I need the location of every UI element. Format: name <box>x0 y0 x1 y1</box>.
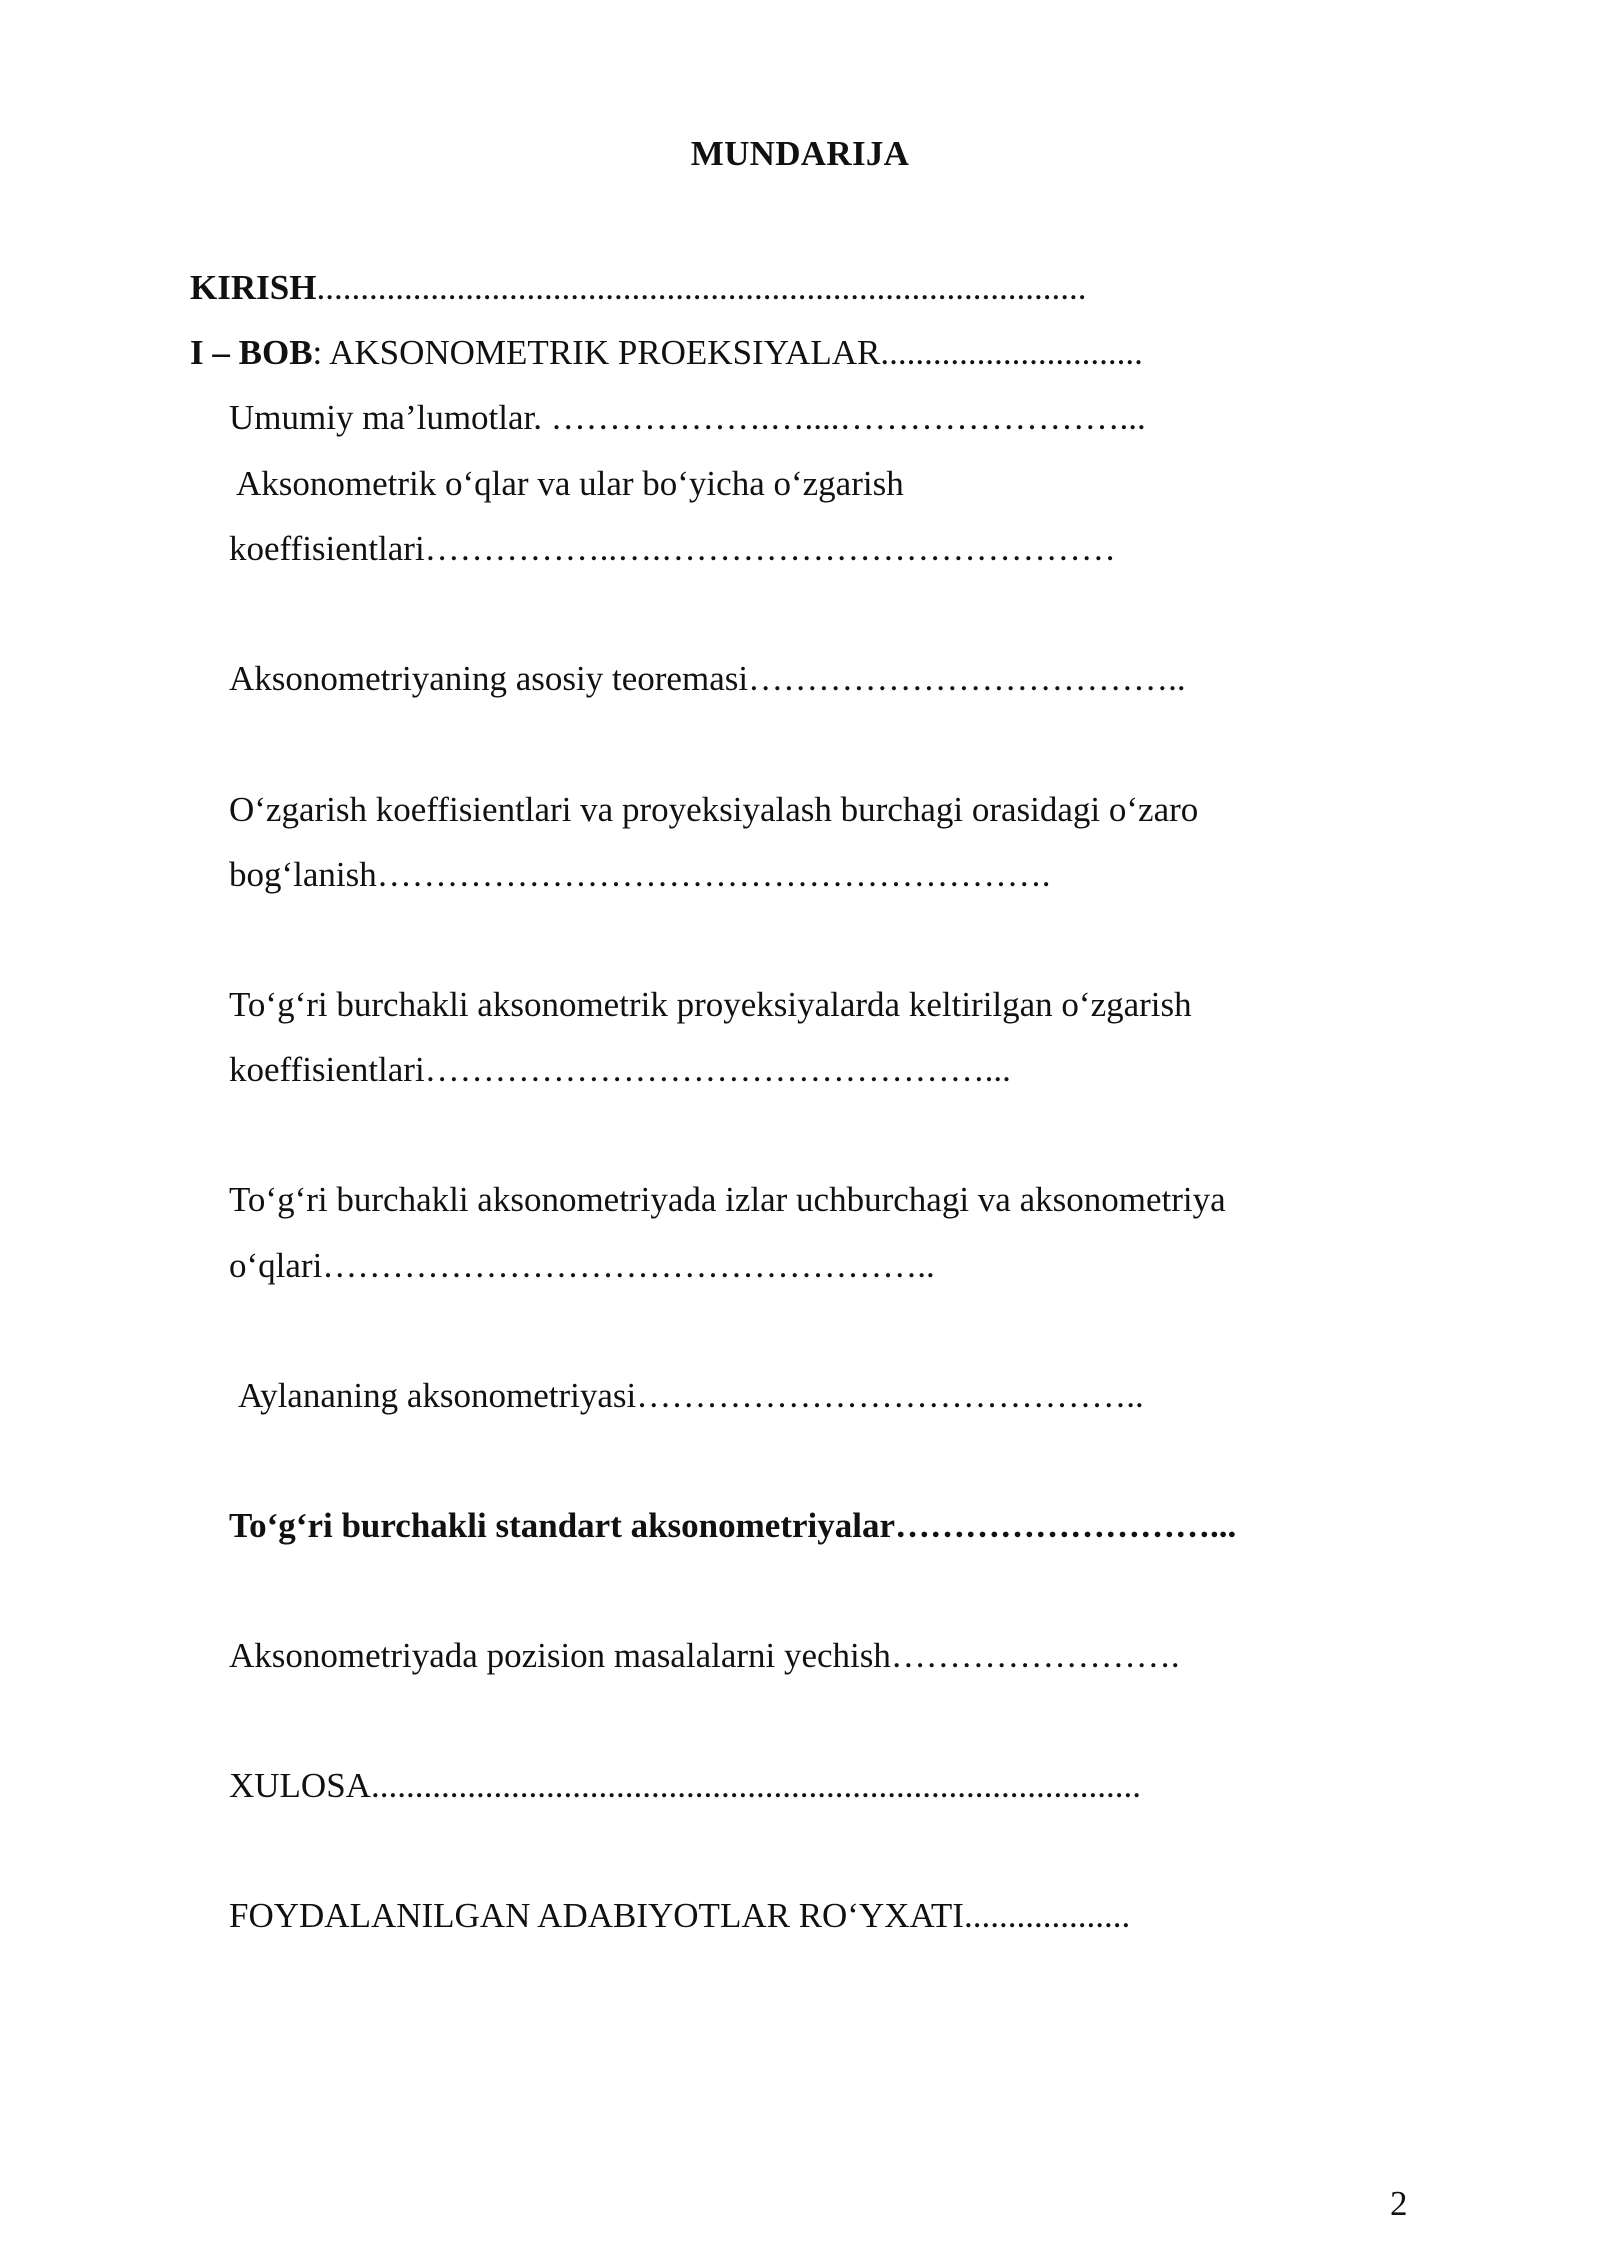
toc-entry-aylana: Aylananing aksonometriyasi…………………………………….. <box>238 1376 1144 1415</box>
toc-bob1-label: I – BOB <box>190 333 313 372</box>
toc-entry-boglanish-line1: O‘zgarish koeffisientlari va proyeksiyalash burchagi orasidagi o‘zaro <box>229 790 1199 829</box>
toc-entry-kirish <box>190 270 1086 305</box>
toc-entry-boglanish-line2: bog‘lanish…………………………………………………. <box>229 855 1051 894</box>
page-title: MUNDARIJA <box>690 134 910 173</box>
toc-bob1-title: : AKSONOMETRIK PROEKSIYALAR <box>312 333 881 372</box>
toc-entry-pozision: Aksonometriyada pozision masalalarni yechish……………………. <box>229 1636 1180 1675</box>
toc-entry-keltirilgan-line1: To‘g‘ri burchakli aksonometrik proyeksiyalarda keltirilgan o‘zgarish <box>229 985 1192 1024</box>
toc-entry-teorema: Aksonometriyaning asosiy teoremasi……………………………….. <box>229 659 1186 698</box>
toc-entry-standart: To‘g‘ri burchakli standart aksonometriyalar………………………... <box>229 1506 1237 1545</box>
toc-kirish-dots: ........................................................................................ <box>316 268 1087 307</box>
toc-entry-izlar-line1: To‘g‘ri burchakli aksonometriyada izlar uchburchagi va aksonometriya <box>229 1180 1226 1219</box>
toc-entry-xulosa: XULOSA........................................................................................ <box>229 1766 1141 1805</box>
toc-bob1-dots: .............................. <box>880 333 1143 372</box>
toc-entry-umumiy: Umumiy ma’lumotlar. ……………….…....……………………... <box>229 398 1146 437</box>
toc-entry-izlar-line2: o‘qlari…………………………………………….. <box>229 1246 935 1285</box>
toc-entry-oqlar-line2: koeffisientlari……………..….………………………………… <box>229 529 1116 568</box>
page-number: 2 <box>1390 2184 1408 2223</box>
toc-entry-adabiyotlar: FOYDALANILGAN ADABIYOTLAR RO‘YXATI................... <box>229 1896 1131 1935</box>
toc-entry-bob1 <box>190 335 1143 370</box>
toc-kirish-label: KIRISH <box>190 268 317 307</box>
toc-entry-oqlar-line1: Aksonometrik o‘qlar va ular bo‘yicha o‘zgarish <box>236 464 904 503</box>
toc-entry-keltirilgan-line2: koeffisientlari…………………………………………... <box>229 1050 1011 1089</box>
